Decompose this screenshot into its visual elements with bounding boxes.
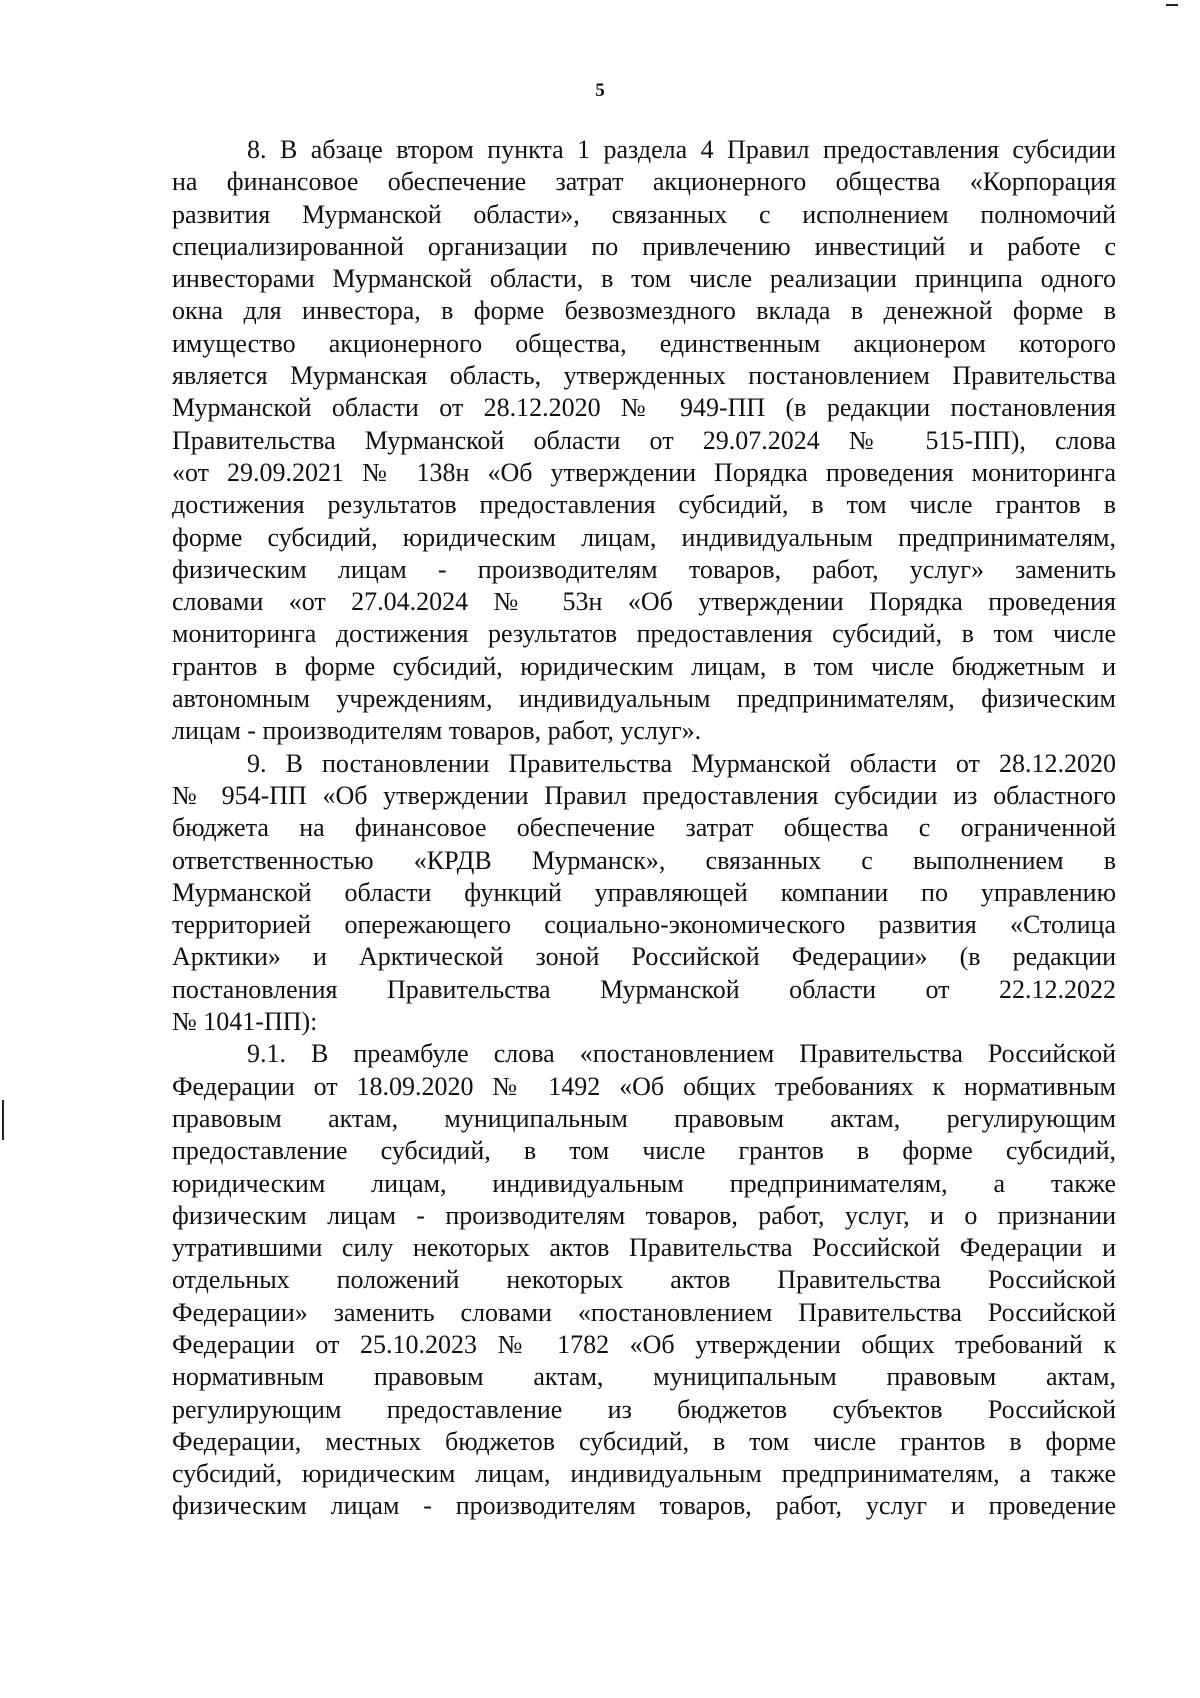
text-line: субсидий, юридическим лицам, индивидуальным предпринимателям, а также — [172, 1459, 1116, 1489]
text-line: предоставление субсидий, в том числе грантов в форме субсидий, — [172, 1136, 1116, 1166]
text-line: является Мурманская область, утвержденных постановлением Правительства — [172, 361, 1116, 391]
scan-artifact-left-edge — [2, 1100, 4, 1140]
text-line: постановления Правительства Мурманской области от 22.12.2022 — [172, 974, 1116, 1004]
text-line: специализированной организации по привлечению инвестиций и работе с — [172, 231, 1116, 261]
text-line: Федерации, местных бюджетов субсидий, в том числе грантов в форме — [172, 1426, 1116, 1456]
text-line: регулирующим предоставление из бюджетов субъектов Российской — [172, 1394, 1116, 1424]
text-line: 9. В постановлении Правительства Мурманской области от 28.12.2020 — [247, 748, 1116, 778]
text-line: ответственностью «КРДВ Мурманск», связанных с выполнением в — [172, 845, 1116, 875]
text-line: Федерации от 25.10.2023 № 1782 «Об утверждении общих требований к — [172, 1329, 1116, 1359]
text-line: 8. В абзаце втором пункта 1 раздела 4 Правил предоставления субсидии — [247, 135, 1116, 164]
text-line: правовым актам, муниципальным правовым актам, регулирующим — [172, 1103, 1116, 1133]
text-line: грантов в форме субсидий, юридическим лицам, в том числе бюджетным и — [172, 651, 1116, 681]
page-number: 5 — [595, 80, 605, 101]
text-line: территорией опережающего социально-экономического развития «Столица — [172, 910, 1116, 940]
text-line: утратившими силу некоторых актов Правительства Российской Федерации и — [172, 1233, 1116, 1263]
text-line: отдельных положений некоторых актов Правительства Российской — [172, 1265, 1116, 1295]
text-line: 9.1. В преамбуле слова «постановлением Правительства Российской — [247, 1039, 1116, 1069]
text-line: на финансовое обеспечение затрат акционерного общества «Корпорация — [172, 167, 1116, 197]
text-line: инвесторами Мурманской области, в том числе реализации принципа одного — [172, 264, 1116, 294]
text-line: форме субсидий, юридическим лицам, индивидуальным предпринимателям, — [172, 522, 1116, 552]
scan-artifact-top-right — [1166, 4, 1178, 6]
text-line: № 954-ПП «Об утверждении Правил предоставления субсидии из областного — [172, 780, 1116, 810]
text-line: словами «от 27.04.2024 № 53н «Об утверждении Порядка проведения — [172, 587, 1116, 617]
text-line: Федерации» заменить словами «постановлением Правительства Российской — [172, 1297, 1116, 1327]
text-line: нормативным правовым актам, муниципальным правовым актам, — [172, 1362, 1116, 1392]
text-line: Арктики» и Арктической зоной Российской Федерации» (в редакции — [172, 942, 1116, 972]
text-line: физическим лицам - производителям товаров, работ, услуг» заменить — [172, 554, 1116, 584]
text-line: мониторинга достижения результатов предоставления субсидий, в том числе — [172, 619, 1116, 649]
text-line: окна для инвестора, в форме безвозмездного вклада в денежной форме в — [172, 296, 1116, 326]
text-line: бюджета на финансовое обеспечение затрат общества с ограниченной — [172, 813, 1116, 843]
text-line: физическим лицам - производителям товаров, работ, услуг и проведение — [172, 1491, 1116, 1521]
text-line: лицам - производителям товаров, работ, услуг». — [172, 716, 702, 746]
text-line: Мурманской области функций управляющей компании по управлению — [172, 877, 1116, 907]
text-line: физическим лицам - производителям товаров, работ, услуг, и о признании — [172, 1200, 1116, 1230]
text-line: достижения результатов предоставления субсидий, в том числе грантов в — [172, 490, 1116, 520]
text-line: Правительства Мурманской области от 29.07.2024 № 515-ПП), слова — [172, 425, 1116, 455]
text-line: имущество акционерного общества, единственным акционером которого — [172, 328, 1116, 358]
text-line: «от 29.09.2021 № 138н «Об утверждении Порядка проведения мониторинга — [172, 457, 1116, 487]
text-line: автономным учреждениям, индивидуальным предпринимателям, физическим — [172, 684, 1116, 714]
text-line: № 1041-ПП): — [172, 1007, 318, 1037]
text-line: Федерации от 18.09.2020 № 1492 «Об общих требованиях к нормативным — [172, 1071, 1116, 1101]
text-line: юридическим лицам, индивидуальным предпринимателям, а также — [172, 1168, 1116, 1198]
text-line: развития Мурманской области», связанных с исполнением полномочий — [172, 199, 1116, 229]
document-body — [172, 134, 1116, 1523]
text-line: Мурманской области от 28.12.2020 № 949-ПП (в редакции постановления — [172, 393, 1116, 423]
